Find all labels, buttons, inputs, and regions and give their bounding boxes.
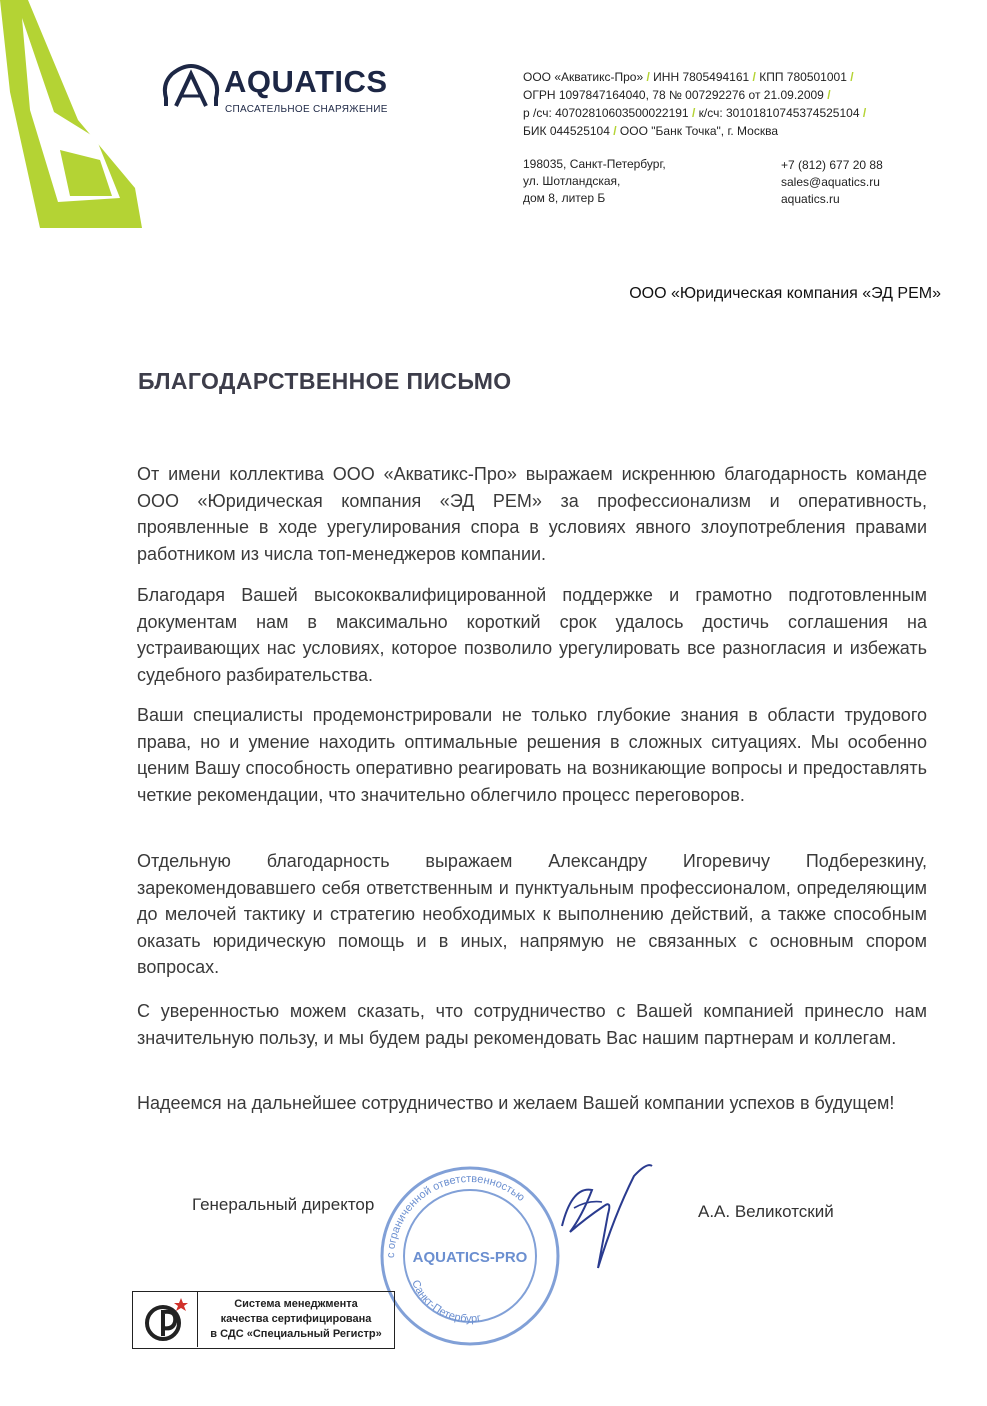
handwritten-signature	[552, 1156, 662, 1276]
stamp-city: Санкт-Петербург	[409, 1278, 482, 1326]
paragraph-3: Ваши специалисты продемонстрировали не только глубокие знания в области трудового права, но и умение находить оптимальные решения в сложных ситуациях. Мы особенно ценим Вашу способность оперативно реагировать на возникающие вопросы и предоставлять четкие рекомендации, что значительно облегчило процесс переговоров.	[137, 705, 927, 805]
certification-text: Система менеджмента качества сертифицирована в СДС «Специальный Регистр»	[210, 1298, 382, 1340]
paragraph-6: Надеемся на дальнейшее сотрудничество и желаем Вашей компании успехов в будущем!	[137, 1093, 895, 1113]
company-stamp	[372, 1162, 568, 1348]
website-link[interactable]: aquatics.ru	[781, 192, 840, 206]
letter-title: БЛАГОДАРСТВЕННОЕ ПИСЬМО	[138, 368, 512, 394]
certification-badge	[132, 1291, 395, 1349]
signatory-position: Генеральный директор	[192, 1195, 375, 1214]
aquatics-logo-icon	[160, 64, 222, 110]
paragraph-4: Отдельную благодарность выражаем Александру Игоревичу Подберезкину, зарекомендовавшего себя ответственным и пунктуальным профессионалом, определяющим до мелочей тактику и стратегию необходимых к выполнению действий, а также способным оказать юридическую помощь и в иных, напрямую не связанных с основным спором вопросах.	[137, 851, 927, 977]
requisites-line-3: р /сч: 40702810603500022191 / к/сч: 30101810745374525104 /	[523, 106, 867, 120]
brand-name: AQUATICS	[224, 64, 388, 99]
svg-text:с ограниченной ответственность	[385, 1173, 527, 1258]
requisites-line-1: ООО «Акватикс-Про» / ИНН 7805494161 / КПП 780501001 /	[523, 70, 854, 84]
paragraph-2: Благодаря Вашей высококвалифицированной поддержке и грамотно подготовленным документам нам в максимально короткий срок удалось достичь соглашения на устраивающих нас условиях, которое позволило урегулировать все разногласия и избежать судебного разбирательства.	[137, 585, 927, 685]
signatory-name: А.А. Великотский	[698, 1202, 834, 1221]
email-link[interactable]: sales@aquatics.ru	[781, 175, 880, 189]
decorative-accent-shape	[0, 0, 150, 240]
stamp-brand: AQUATICS-PRO	[412, 1249, 528, 1266]
svg-text:Санкт-Петербург	[409, 1278, 482, 1325]
paragraph-1: От имени коллектива ООО «Акватикс-Про» выражаем искреннюю благодарность команде ООО «Юридическая компания «ЭД РЕМ» за профессионализм и оперативность, проявленные в ходе урегулирования спора в условиях явного злоупотребления правами работником из числа топ-менеджеров компании.	[137, 464, 927, 564]
stamp-outer-text: с ограниченной ответственностью	[384, 1172, 527, 1259]
requisites-line-4: БИК 044525104 / ООО "Банк Точка", г. Москва	[523, 124, 778, 138]
phone-number: +7 (812) 677 20 88	[781, 158, 883, 172]
brand-tagline: СПАСАТЕЛЬНОЕ СНАРЯЖЕНИЕ	[225, 104, 388, 115]
requisites-line-2: ОГРН 1097847164040, 78 № 007292276 от 21.09.2009 /	[523, 88, 831, 102]
certificate-logo-icon	[133, 1292, 198, 1347]
company-contacts	[781, 157, 883, 208]
paragraph-5: С уверенностью можем сказать, что сотрудничество с Вашей компанией принесло нам значительную пользу, и мы будем рады рекомендовать Вас нашим партнерам и коллегам.	[137, 1001, 927, 1048]
company-address: 198035, Санкт-Петербург, ул. Шотландская, дом 8, литер Б	[523, 157, 666, 205]
recipient: ООО «Юридическая компания «ЭД РЕМ»	[629, 285, 941, 302]
